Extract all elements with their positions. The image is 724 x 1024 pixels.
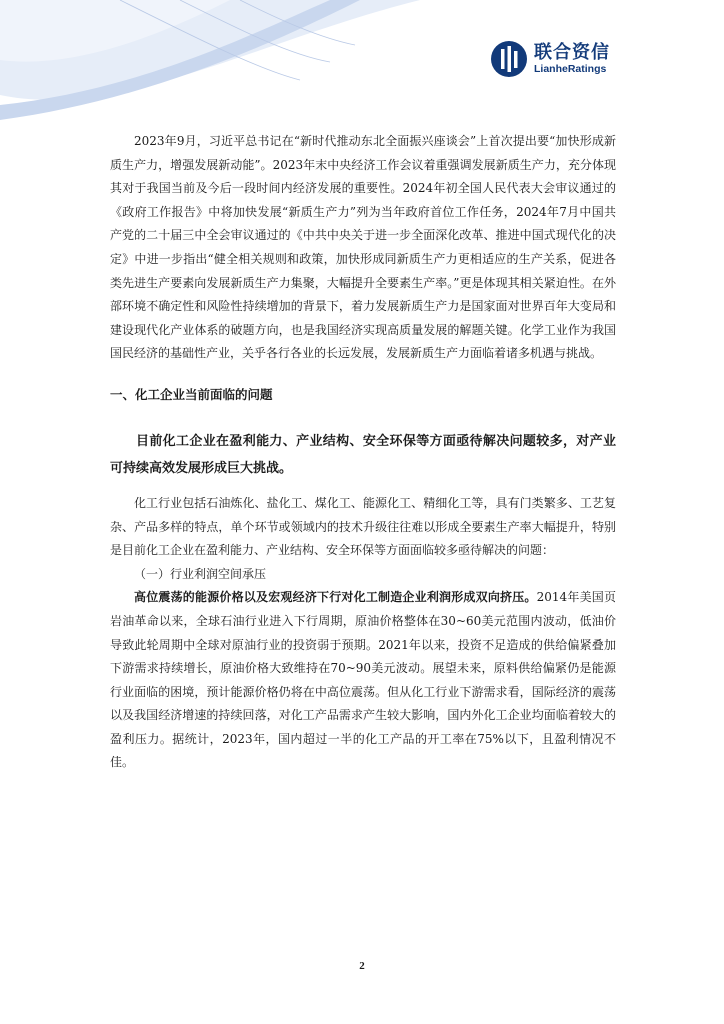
industry-paragraph: 化工行业包括石油炼化、盐化工、煤化工、能源化工、精细化工等，具有门类繁多、工艺复杂、产品多样的特点，单个环节或领域内的技术升级往往难以形成全要素生产率大幅提升，特别是目前化工企业在盈利能力、产业结构、安全环保等方面面临较多亟待解决的问题： bbox=[110, 495, 616, 558]
lianhe-logo-icon bbox=[490, 40, 528, 78]
section-heading: 一、化工企业当前面临的问题 bbox=[110, 386, 273, 402]
subsection-heading: （一）行业利润空间承压 bbox=[134, 566, 267, 581]
document-body bbox=[110, 130, 616, 775]
brand-logo bbox=[490, 40, 610, 78]
intro-paragraph: 2023年9月，习近平总书记在“新时代推动东北全面振兴座谈会”上首次提出要“加快形成新质生产力，增强发展新动能”。2023年末中央经济工作会议着重强调发展新质生产力，充分体现其对于我国当前及今后一段时间内经济发展的重要性。2024年初全国人民代表大会审议通过的《政府工作报告》中将加快发展“新质生产力”列为当年政府首位工作任务，2024年7月中国共产党的二十届三中全会审议通过的《中共中央关于进一步全面深化改革、推进中国式现代化的决定》中进一步指出“健全相关规则和政策，加快形成同新质生产力更相适应的生产关系，促进各类先进生产要素向发展新质生产力集聚，大幅提升全要素生产率。”更是体现其相关紧迫性。在外部环境不确定性和风险性持续增加的背景下，着力发展新质生产力是国家面对世界百年大变局和建设现代化产业体系的破题方向，也是我国经济实现高质量发展的解题关键。化学工业作为我国国民经济的基础性产业，关乎各行各业的长远发展，发展新质生产力面临着诸多机遇与挑战。 bbox=[110, 134, 616, 361]
profit-paragraph bbox=[110, 586, 616, 775]
logo-english-name: LianheRatings bbox=[534, 62, 607, 75]
lead-statement: 目前化工企业在盈利能力、产业结构、安全环保等方面亟待解决问题较多，对产业可持续高效发展形成巨大挑战。 bbox=[110, 433, 616, 476]
logo-chinese-name: 联合资信 bbox=[534, 41, 610, 63]
header-wave-graphic bbox=[0, 0, 724, 132]
profit-paragraph-emphasis: 高位震荡的能源价格以及宏观经济下行对化工制造企业利润形成双向挤压。 bbox=[134, 590, 537, 605]
page-number: 2 bbox=[359, 960, 365, 972]
profit-paragraph-text: 2014年美国页岩油革命以来，全球石油行业进入下行周期，原油价格整体在30~60美元范围内波动，低油价导致此轮周期中全球对原油行业的投资弱于预期。2021年以来，投资不足造成的供给偏紧叠加下游需求持续增长，原油价格大致维持在70~90美元波动。展望未来，原料供给偏紧仍是能源行业面临的困境，预计能源价格仍将在中高位震荡。但从化工行业下游需求看，国际经济的震荡以及我国经济增速的持续回落，对化工产品需求产生较大影响，国内外化工企业均面临着较大的盈利压力。据统计，2023年，国内超过一半的化工产品的开工率在75%以下，且盈利情况不佳。 bbox=[110, 590, 616, 770]
